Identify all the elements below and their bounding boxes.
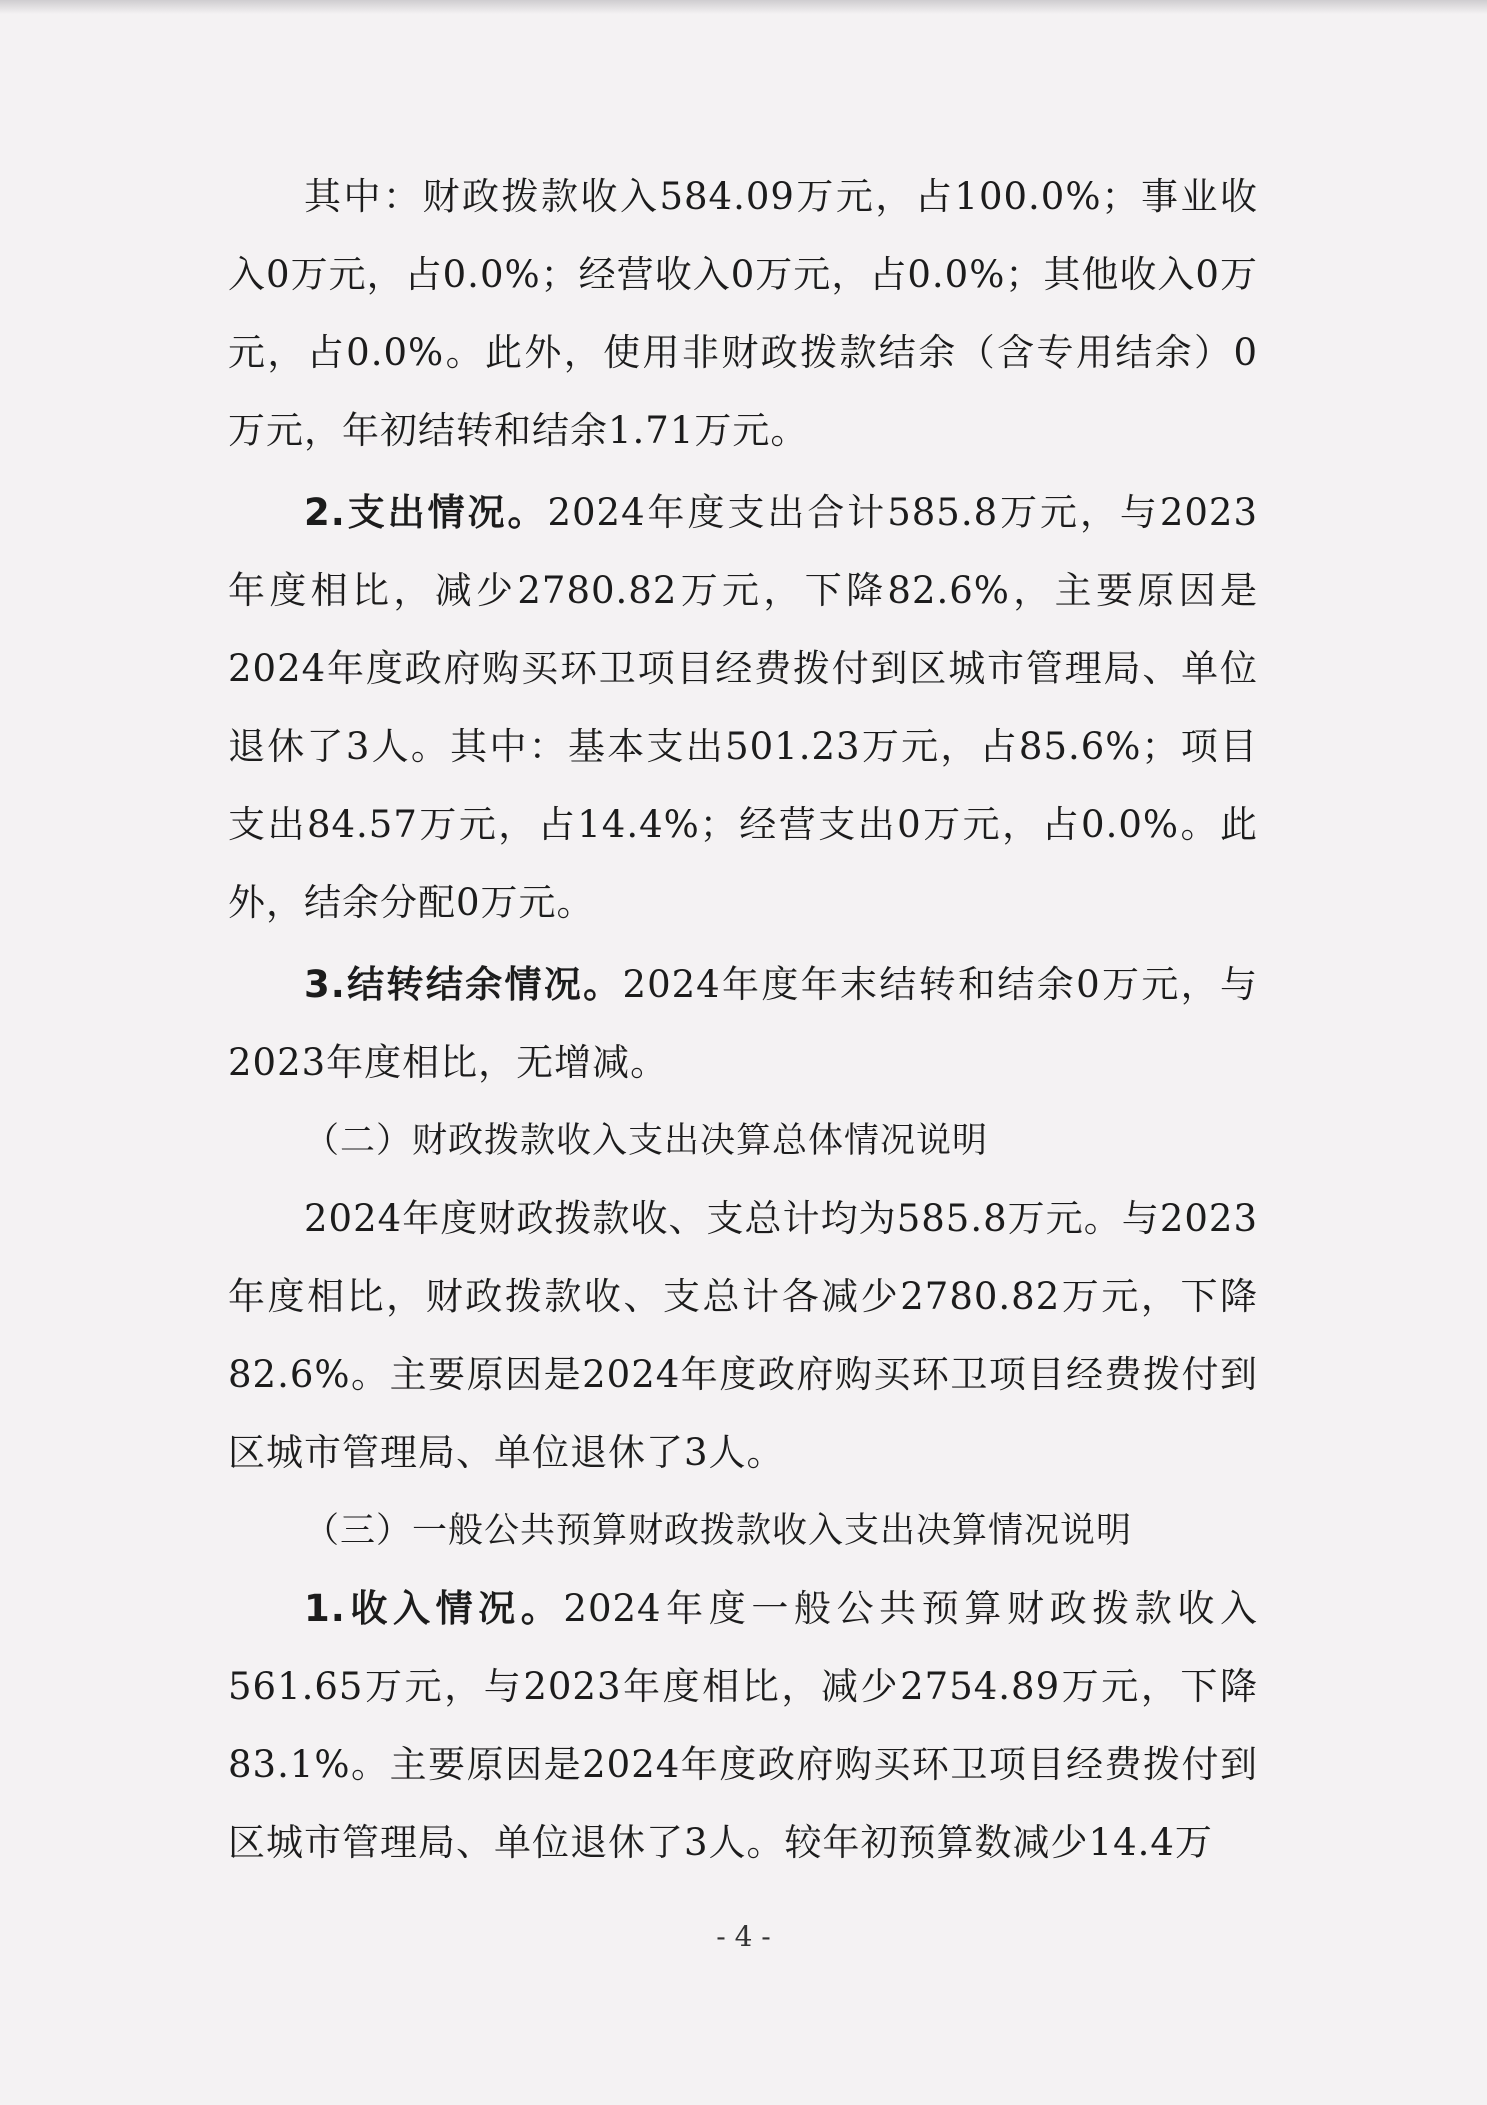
- general-income-lead: 1.收入情况。: [304, 1587, 564, 1630]
- paragraph-income-breakdown: 其中：财政拨款收入584.09万元，占100.0%；事业收入0万元，占0.0%；经营收入0万元，占0.0%；其他收入0万元，占0.0%。此外，使用非财政拨款结余（含专用结余）0万元，年初结转和结余1.71万元。: [228, 175, 1258, 452]
- document-page: [228, 158, 1258, 1882]
- section-heading-3: （三）一般公共预算财政拨款收入支出决算情况说明: [304, 1511, 1133, 1551]
- general-income-body: 2024年度一般公共预算财政拨款收入561.65万元，与2023年度相比，减少2754.89万元，下降83.1%。主要原因是2024年度政府购买环卫项目经费拨付到区城市管理局、单位退休了3人。较年初预算数减少14.4万: [228, 1587, 1258, 1864]
- page-number: - 4 -: [716, 1920, 771, 1953]
- carryover-lead: 3.结转结余情况。: [304, 963, 623, 1006]
- paragraph-expenditure: [228, 474, 1258, 942]
- paragraph-general-budget-income: [228, 1570, 1258, 1882]
- paragraph-carryover: [228, 946, 1258, 1102]
- paragraph-fiscal-overall: 2024年度财政拨款收、支总计均为585.8万元。与2023年度相比，财政拨款收、支总计各减少2780.82万元，下降82.6%。主要原因是2024年度政府购买环卫项目经费拨付到区城市管理局、单位退休了3人。: [228, 1197, 1258, 1474]
- section-heading-2: （二）财政拨款收入支出决算总体情况说明: [304, 1121, 989, 1161]
- carryover-body: 2024年度年末结转和结余0万元，与2023年度相比，无增减。: [228, 963, 1258, 1084]
- expenditure-body: 2024年度支出合计585.8万元，与2023年度相比，减少2780.82万元，下降82.6%，主要原因是2024年度政府购买环卫项目经费拨付到区城市管理局、单位退休了3人。其中：基本支出501.23万元，占85.6%；项目支出84.57万元，占14.4%；经营支出0万元，占0.0%。此外，结余分配0万元。: [228, 491, 1258, 924]
- scan-top-edge: [0, 0, 1487, 14]
- expenditure-lead: 2.支出情况。: [304, 491, 548, 534]
